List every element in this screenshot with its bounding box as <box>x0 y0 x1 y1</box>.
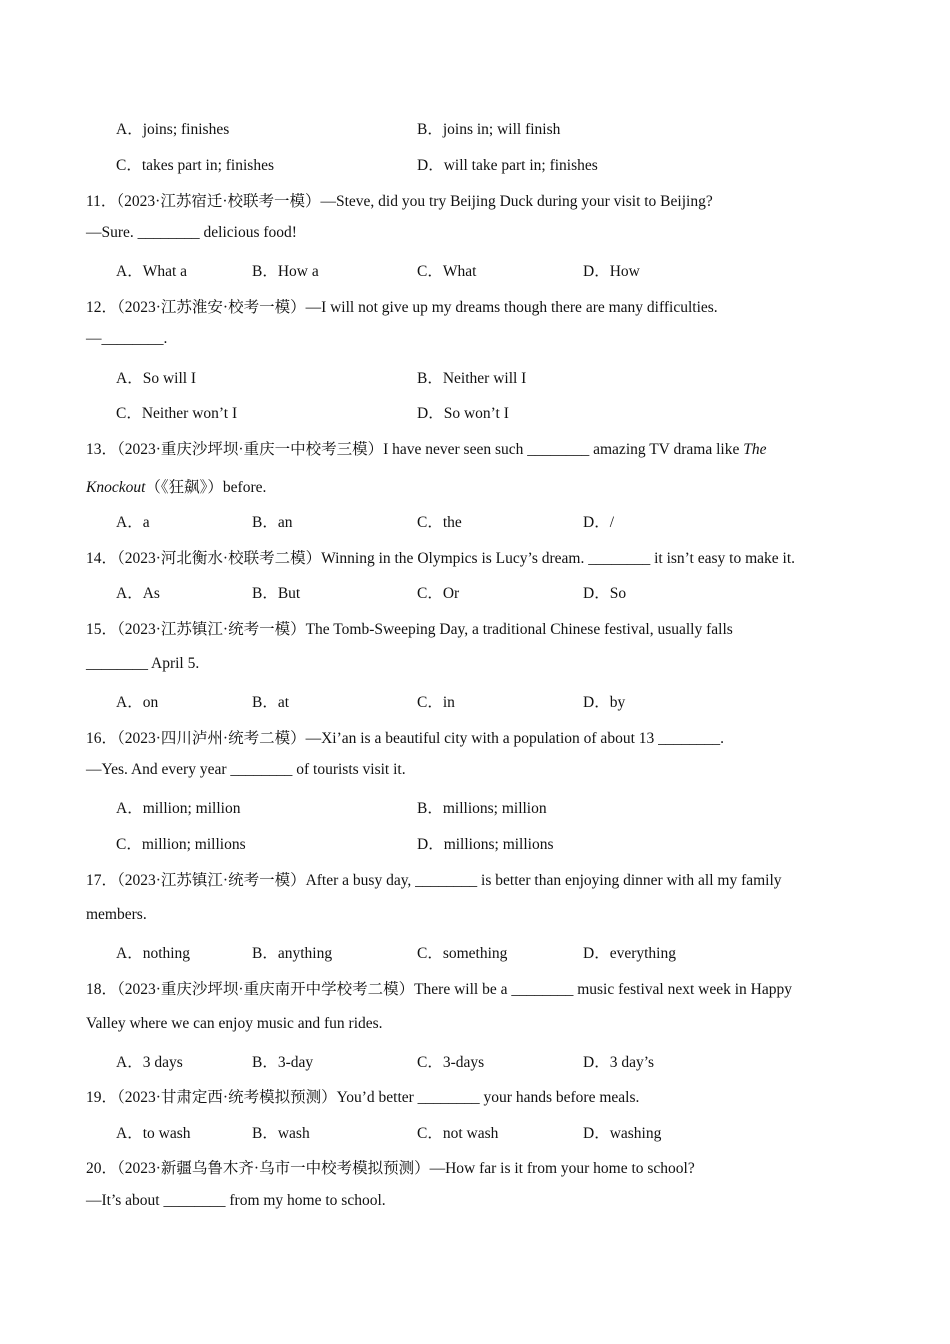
q13-line2 <box>86 475 266 497</box>
q11-line2: —Sure. ________ delicious food! <box>86 224 297 241</box>
q15-option-a: A．on <box>116 694 159 711</box>
q13-title-word: The <box>743 441 767 458</box>
q13-option-d: D．/ <box>583 514 615 531</box>
q20-stem: 20．（2023·新疆乌鲁木齐·乌市一中校考模拟预测）—How far is it from your home to school? <box>86 1160 695 1177</box>
q15-option-b: B．at <box>252 694 290 711</box>
q10-options-row-2 <box>116 153 856 175</box>
q18-line2: Valley where we can enjoy music and fun rides. <box>86 1015 383 1032</box>
q15-option-c: C．in <box>417 694 455 711</box>
q10-option-c: C．takes part in; finishes <box>116 157 274 174</box>
q18-stem: 18．（2023·重庆沙坪坝·重庆南开中学校考二模）There will be a ________ music festival next week in Happy <box>86 981 793 998</box>
q14-option-b: B．But <box>252 585 301 602</box>
q13-stem-text: 13．（2023·重庆沙坪坝·重庆一中校考三模）I have never seen such ________ amazing TV drama like <box>86 441 744 458</box>
q14-option-a: A．As <box>116 585 160 602</box>
q15-options <box>116 690 856 712</box>
q19-option-b: B．wash <box>252 1125 310 1142</box>
q13-line2-text: （《狂飙》）before. <box>145 479 267 496</box>
q12-stem: 12．（2023·江苏淮安·校考一模）—I will not give up my dreams though there are many difficulties. <box>86 299 718 316</box>
q16-option-c: C．million; millions <box>116 836 246 853</box>
q17-option-c: C．something <box>417 945 508 962</box>
q11-option-a: A．What a <box>116 263 188 280</box>
q15-stem: 15．（2023·江苏镇江·统考一模）The Tomb-Sweeping Day, a traditional Chinese festival, usually falls <box>86 621 733 638</box>
q10-option-d: D．will take part in; finishes <box>417 157 598 174</box>
q12-options-row-1 <box>116 366 856 388</box>
q15-option-d: D．by <box>583 694 626 711</box>
q16-options-row-1 <box>116 796 856 818</box>
q20-line2: —It’s about ________ from my home to school. <box>86 1192 386 1209</box>
q19-option-c: C．not wash <box>417 1125 499 1142</box>
q17-stem: 17．（2023·江苏镇江·统考一模）After a busy day, ________ is better than enjoying dinner with all my family <box>86 872 782 889</box>
q13-option-a: A．a <box>116 514 150 531</box>
q17-option-d: D．everything <box>583 945 676 962</box>
q16-stem: 16．（2023·四川泸州·统考二模）—Xi’an is a beautiful city with a population of about 13 ________. <box>86 730 724 747</box>
q19-option-d: D．washing <box>583 1125 662 1142</box>
q13-option-b: B．an <box>252 514 293 531</box>
q11-options <box>116 259 856 281</box>
q19-option-a: A．to wash <box>116 1125 191 1142</box>
q14-options <box>116 581 856 603</box>
q18-option-b: B．3-day <box>252 1054 314 1071</box>
q14-option-d: D．So <box>583 585 627 602</box>
q16-options-row-2 <box>116 832 856 854</box>
q16-line2: —Yes. And every year ________ of tourists visit it. <box>86 761 406 778</box>
q11-option-c: C．What <box>417 263 477 280</box>
q15-line2: ________ April 5. <box>86 655 200 672</box>
q11-option-d: D．How <box>583 263 640 280</box>
q10-options-row-1 <box>116 117 856 139</box>
q10-option-b: B．joins in; will finish <box>417 121 561 138</box>
q19-stem: 19．（2023·甘肃定西·统考模拟预测）You’d better ________ your hands before meals. <box>86 1089 640 1106</box>
q12-option-a: A．So will I <box>116 370 197 387</box>
q12-options-row-2 <box>116 401 856 423</box>
q12-option-c: C．Neither won’t I <box>116 405 238 422</box>
q18-option-a: A．3 days <box>116 1054 183 1071</box>
q11-option-b: B．How a <box>252 263 319 280</box>
q19-options <box>116 1121 856 1143</box>
q12-line2: —________. <box>86 330 168 347</box>
q18-option-c: C．3-days <box>417 1054 485 1071</box>
q12-option-b: B．Neither will I <box>417 370 527 387</box>
q14-option-c: C．Or <box>417 585 460 602</box>
q13-title-word-2: Knockout <box>86 479 146 496</box>
q16-option-b: B．millions; million <box>417 800 547 817</box>
q18-options <box>116 1050 856 1072</box>
q11-stem: 11．（2023·江苏宿迁·校联考一模）—Steve, did you try Beijing Duck during your visit to Beijing? <box>86 193 713 210</box>
q18-option-d: D．3 day’s <box>583 1054 655 1071</box>
q12-option-d: D．So won’t I <box>417 405 509 422</box>
q16-option-a: A．million; million <box>116 800 241 817</box>
q13-options <box>116 510 856 532</box>
q17-option-b: B．anything <box>252 945 333 962</box>
q17-option-a: A．nothing <box>116 945 191 962</box>
q16-option-d: D．millions; millions <box>417 836 554 853</box>
q10-option-a: A．joins; finishes <box>116 121 230 138</box>
q14-stem: 14．（2023·河北衡水·校联考二模）Winning in the Olympics is Lucy’s dream. ________ it isn’t easy to make it. <box>86 550 796 567</box>
q13-stem <box>86 437 766 459</box>
q17-line2: members. <box>86 906 147 923</box>
q17-options <box>116 941 856 963</box>
q13-option-c: C．the <box>417 514 462 531</box>
